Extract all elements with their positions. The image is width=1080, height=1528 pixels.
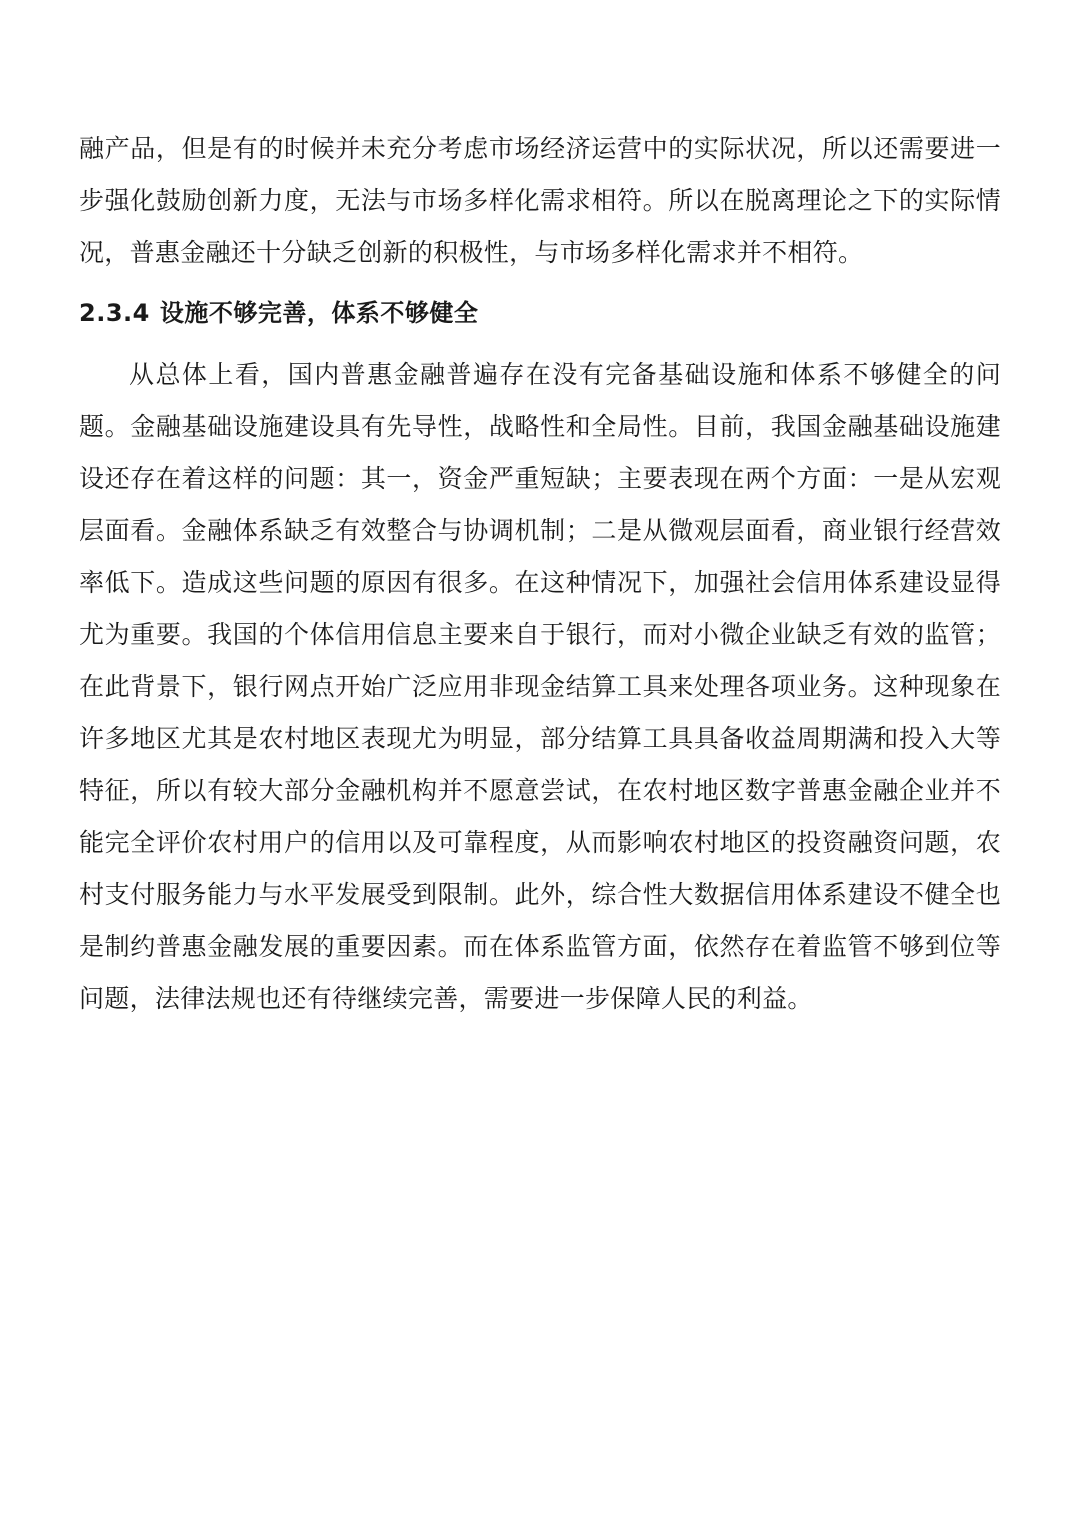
- continuation-paragraph: 融产品，但是有的时候并未充分考虑市场经济运营中的实际状况，所以还需要进一步强化鼓励创新力度，无法与市场多样化需求相符。所以在脱离理论之下的实际情况，普惠金融还十分缺乏创新的积极性，与市场多样化需求并不相符。: [79, 134, 1001, 267]
- section-number: 2.3.4: [79, 299, 150, 327]
- section-heading: [79, 291, 478, 335]
- section-title: 设施不够完善，体系不够健全: [159, 299, 479, 327]
- section-body-paragraph: 从总体上看，国内普惠金融普遍存在没有完备基础设施和体系不够健全的问题。金融基础设施建设具有先导性，战略性和全局性。目前，我国金融基础设施建设还存在着这样的问题：其一，资金严重短缺；主要表现在两个方面：一是从宏观层面看。金融体系缺乏有效整合与协调机制；二是从微观层面看，商业银行经营效率低下。造成这些问题的原因有很多。在这种情况下，加强社会信用体系建设显得尤为重要。我国的个体信用信息主要来自于银行，而对小微企业缺乏有效的监管；在此背景下，银行网点开始广泛应用非现金结算工具来处理各项业务。这种现象在许多地区尤其是农村地区表现尤为明显，部分结算工具具备收益周期满和投入大等特征，所以有较大部分金融机构并不愿意尝试，在农村地区数字普惠金融企业并不能完全评价农村用户的信用以及可靠程度，从而影响农村地区的投资融资问题，农村支付服务能力与水平发展受到限制。此外，综合性大数据信用体系建设不健全也是制约普惠金融发展的重要因素。而在体系监管方面，依然存在着监管不够到位等问题，法律法规也还有待继续完善，需要进一步保障人民的利益。: [79, 360, 1001, 1013]
